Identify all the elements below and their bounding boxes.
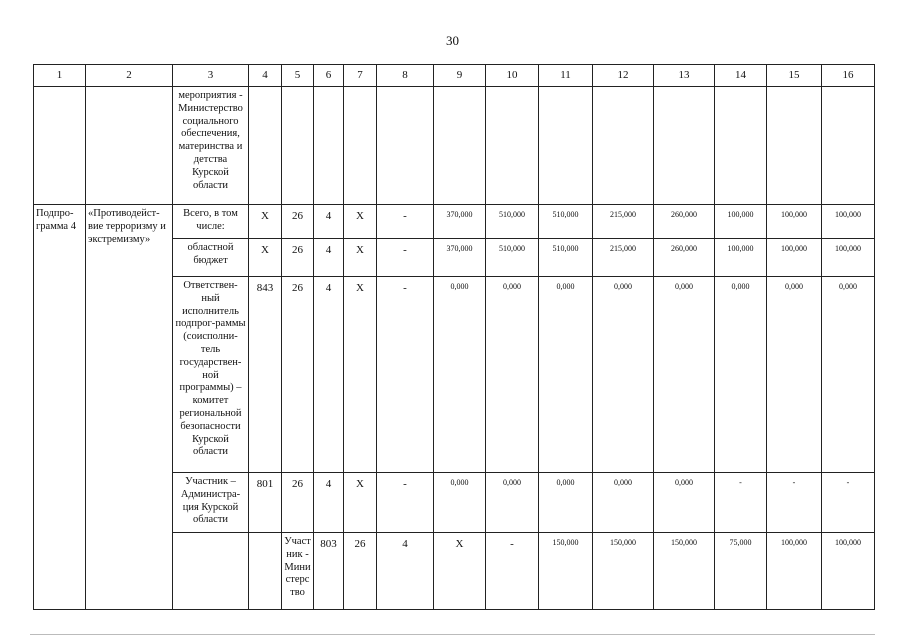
cell-code: 4: [314, 205, 344, 239]
cell-value: 260,000: [654, 239, 715, 277]
cell-value: 0,000: [486, 473, 539, 533]
cell-code: 803: [314, 533, 344, 610]
cell-code: -: [486, 533, 539, 610]
cell-value: 150,000: [654, 533, 715, 610]
cell-code: -: [377, 277, 434, 473]
cell-code: 26: [282, 277, 314, 473]
cell-code: 26: [344, 533, 377, 610]
cell-value: 0,000: [434, 473, 486, 533]
header-cell: 3: [173, 65, 249, 87]
header-cell: 4: [249, 65, 282, 87]
cell-code: 4: [377, 533, 434, 610]
cell-empty: [34, 87, 86, 205]
cell-value: 100,000: [767, 533, 822, 610]
header-cell: 11: [539, 65, 593, 87]
cell-value: 510,000: [539, 239, 593, 277]
cell-code: Х: [249, 205, 282, 239]
cell-code: 4: [314, 473, 344, 533]
subprogram-title: «Противодейст-вие терроризму и экстремизму»: [86, 205, 173, 610]
page-number: 30: [446, 33, 459, 48]
cell-code: Х: [344, 239, 377, 277]
header-cell: 15: [767, 65, 822, 87]
cell-code: 4: [314, 277, 344, 473]
header-cell: 14: [715, 65, 767, 87]
cell-value: 215,000: [593, 205, 654, 239]
cell-value: 370,000: [434, 239, 486, 277]
header-cell: 10: [486, 65, 539, 87]
cell-value: 75,000: [715, 533, 767, 610]
row-label: мероприятия - Министерство социального обеспечения, материнства и детства Курской области: [173, 87, 249, 205]
cell-value: 0,000: [434, 277, 486, 473]
cell-code: Х: [344, 205, 377, 239]
cell-value: 150,000: [593, 533, 654, 610]
cell-value: 0,000: [593, 473, 654, 533]
row-label: Участник – Администра-ция Курской области: [173, 473, 249, 533]
cell-value: 510,000: [486, 205, 539, 239]
header-cell: 9: [434, 65, 486, 87]
table-row: [34, 205, 875, 239]
cell-value: 510,000: [486, 239, 539, 277]
cell-code: -: [377, 473, 434, 533]
header-cell: 1: [34, 65, 86, 87]
cell-value: 0,000: [593, 277, 654, 473]
cell-value: 0,000: [715, 277, 767, 473]
header-cell: 12: [593, 65, 654, 87]
cell-code: Х: [344, 277, 377, 473]
cell-code: 801: [249, 473, 282, 533]
header-cell: 6: [314, 65, 344, 87]
cell-value: 100,000: [822, 205, 875, 239]
cell-value: 100,000: [822, 533, 875, 610]
cell-value: 100,000: [715, 205, 767, 239]
cell-code: 26: [282, 473, 314, 533]
cell-code: 843: [249, 277, 282, 473]
row-label: областной бюджет: [173, 239, 249, 277]
cell-value: 0,000: [539, 277, 593, 473]
cell-value: -: [822, 473, 875, 533]
cell-value: 370,000: [434, 205, 486, 239]
cell-value: 0,000: [654, 473, 715, 533]
cell-value: 0,000: [486, 277, 539, 473]
table-row: [34, 87, 875, 205]
row-label: Всего, в том числе:: [173, 205, 249, 239]
cell-empty: [86, 87, 173, 205]
cell-code: Х: [249, 239, 282, 277]
cell-code: 4: [314, 239, 344, 277]
cell-value: -: [715, 473, 767, 533]
cell-code: -: [377, 205, 434, 239]
header-cell: 16: [822, 65, 875, 87]
cell-value: 0,000: [767, 277, 822, 473]
cell-value: 150,000: [539, 533, 593, 610]
cell-code: 26: [282, 205, 314, 239]
cell-value: 510,000: [539, 205, 593, 239]
cell-code: 26: [282, 239, 314, 277]
cell-value: -: [767, 473, 822, 533]
header-row: [34, 65, 875, 87]
header-cell: 2: [86, 65, 173, 87]
header-cell: 8: [377, 65, 434, 87]
cell-value: 0,000: [539, 473, 593, 533]
cell-code: -: [377, 239, 434, 277]
header-cell: 7: [344, 65, 377, 87]
cell-value: 0,000: [822, 277, 875, 473]
subprogram-number: Подпро-грамма 4: [34, 205, 86, 610]
cell-code: Х: [344, 473, 377, 533]
header-cell: 5: [282, 65, 314, 87]
cell-empty: [173, 533, 249, 610]
cell-empty: [249, 533, 282, 610]
cell-value: 100,000: [715, 239, 767, 277]
cell-value: 100,000: [822, 239, 875, 277]
row-label: Ответствен-ный исполнитель подпрог-раммы (соисполни-тель государствен-ной программы) – комитет региональной безопасности Курской области: [173, 277, 249, 473]
page-edge-line: [30, 634, 875, 635]
cell-code: Х: [434, 533, 486, 610]
cell-value: 100,000: [767, 205, 822, 239]
cell-value: 100,000: [767, 239, 822, 277]
budget-table: [33, 64, 875, 610]
cell-value: 260,000: [654, 205, 715, 239]
row-label: Участник - Министерство: [282, 533, 314, 610]
cell-value: 215,000: [593, 239, 654, 277]
cell-value: 0,000: [654, 277, 715, 473]
header-cell: 13: [654, 65, 715, 87]
